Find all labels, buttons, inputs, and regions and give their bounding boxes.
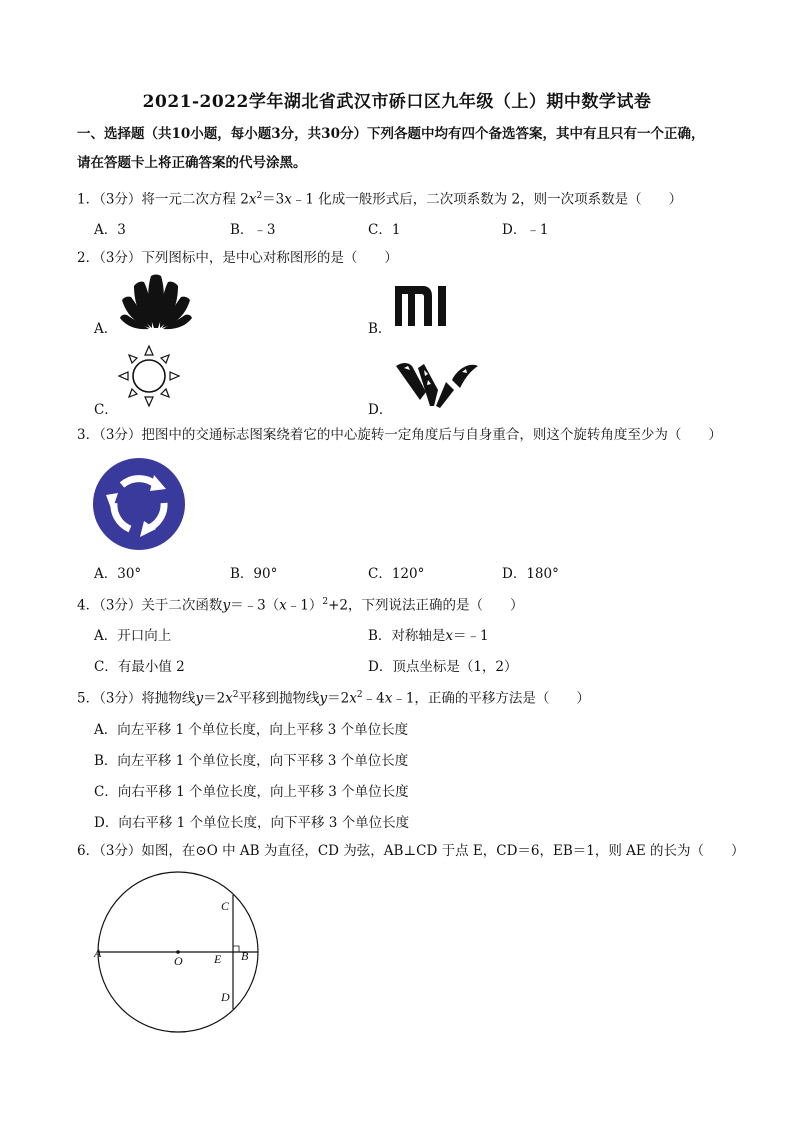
q4-option-c[interactable]: C．有最小值 2 (94, 659, 185, 675)
q2-option-c-label[interactable]: C． (94, 402, 118, 418)
question-1-stem: 1．（3分）将一元二次方程 $2x^2=3x﹣1$ 化成一般形式后，二次项系数为 2，则一次项系数是（ ） (77, 191, 683, 208)
section-heading-line1: 一、选择题（共10小题，每小题3分，共30分）下列各题中均有四个备选答案，其中有且只有一个正确， (77, 126, 705, 142)
huawei-logo-icon (118, 272, 194, 330)
q3-option-a[interactable]: A．30° (94, 566, 142, 582)
q4-option-b[interactable]: B．对称轴是x＝﹣1 (368, 628, 489, 644)
label-c: C (221, 899, 230, 913)
q3-option-d[interactable]: D．180° (502, 566, 559, 582)
question-2-stem: 2．（3分）下列图标中，是中心对称图形的是（ ） (77, 250, 398, 266)
sun-icon (116, 345, 182, 407)
q2-option-a-label[interactable]: A． (94, 321, 118, 337)
q5-option-c[interactable]: C．向右平移 1 个单位长度，向上平移 3 个单位长度 (94, 784, 409, 800)
page-title: 2021-2022学年湖北省武汉市硚口区九年级（上）期中数学试卷 (142, 92, 652, 112)
question-4-stem: 4．（3分）关于二次函数y＝﹣3（x﹣1）$^2$+2，下列说法正确的是（ ） (77, 597, 524, 614)
q1-option-d[interactable]: D．﹣1 (502, 222, 549, 238)
label-a: A (94, 946, 102, 960)
label-e: E (214, 952, 222, 966)
q3-option-b[interactable]: B．90° (230, 566, 278, 582)
q3-option-c[interactable]: C．120° (368, 566, 425, 582)
label-o: O (174, 954, 183, 968)
q5-option-d[interactable]: D．向右平移 1 个单位长度，向下平移 3 个单位长度 (94, 815, 410, 831)
question-5-stem: 5．（3分）将抛物线$y=2x^2$平移到抛物线$y=2x^2﹣4x﹣1$，正确的平移方法是（ ） (77, 690, 590, 707)
question-6-stem: 6．（3分）如图，在⊙O 中 AB 为直径，CD 为弦，AB⊥CD 于点 E，CD＝6，EB＝1，则 AE 的长为（ ） (77, 843, 745, 859)
question-3-stem: 3．（3分）把图中的交通标志图案绕着它的中心旋转一定角度后与自身重合，则这个旋转角度至少为（ ） (77, 427, 722, 443)
roundabout-sign-icon (92, 457, 186, 551)
q1-option-a[interactable]: A．3 (94, 222, 126, 238)
q5-option-b[interactable]: B．向左平移 1 个单位长度，向下平移 3 个单位长度 (94, 753, 409, 769)
q5-option-a[interactable]: A．向左平移 1 个单位长度，向上平移 3 个单位长度 (94, 722, 409, 738)
label-b: B (241, 949, 249, 963)
section-heading-line2: 请在答题卡上将正确答案的代号涂黑。 (77, 155, 307, 171)
circle-figure (90, 866, 270, 1046)
q1-option-b[interactable]: B．﹣3 (230, 222, 276, 238)
right-angle-mark (233, 946, 239, 952)
q2-option-d-label[interactable]: D． (368, 402, 393, 418)
wahaha-logo-icon (396, 360, 480, 408)
mi-logo-icon (395, 286, 453, 326)
q2-option-b-label[interactable]: B． (368, 321, 392, 337)
q4-option-d[interactable]: D．顶点坐标是（1，2） (368, 659, 518, 675)
q4-option-a[interactable]: A．开口向上 (94, 628, 172, 644)
q1-option-c[interactable]: C．1 (368, 222, 401, 238)
label-d: D (221, 990, 230, 1004)
